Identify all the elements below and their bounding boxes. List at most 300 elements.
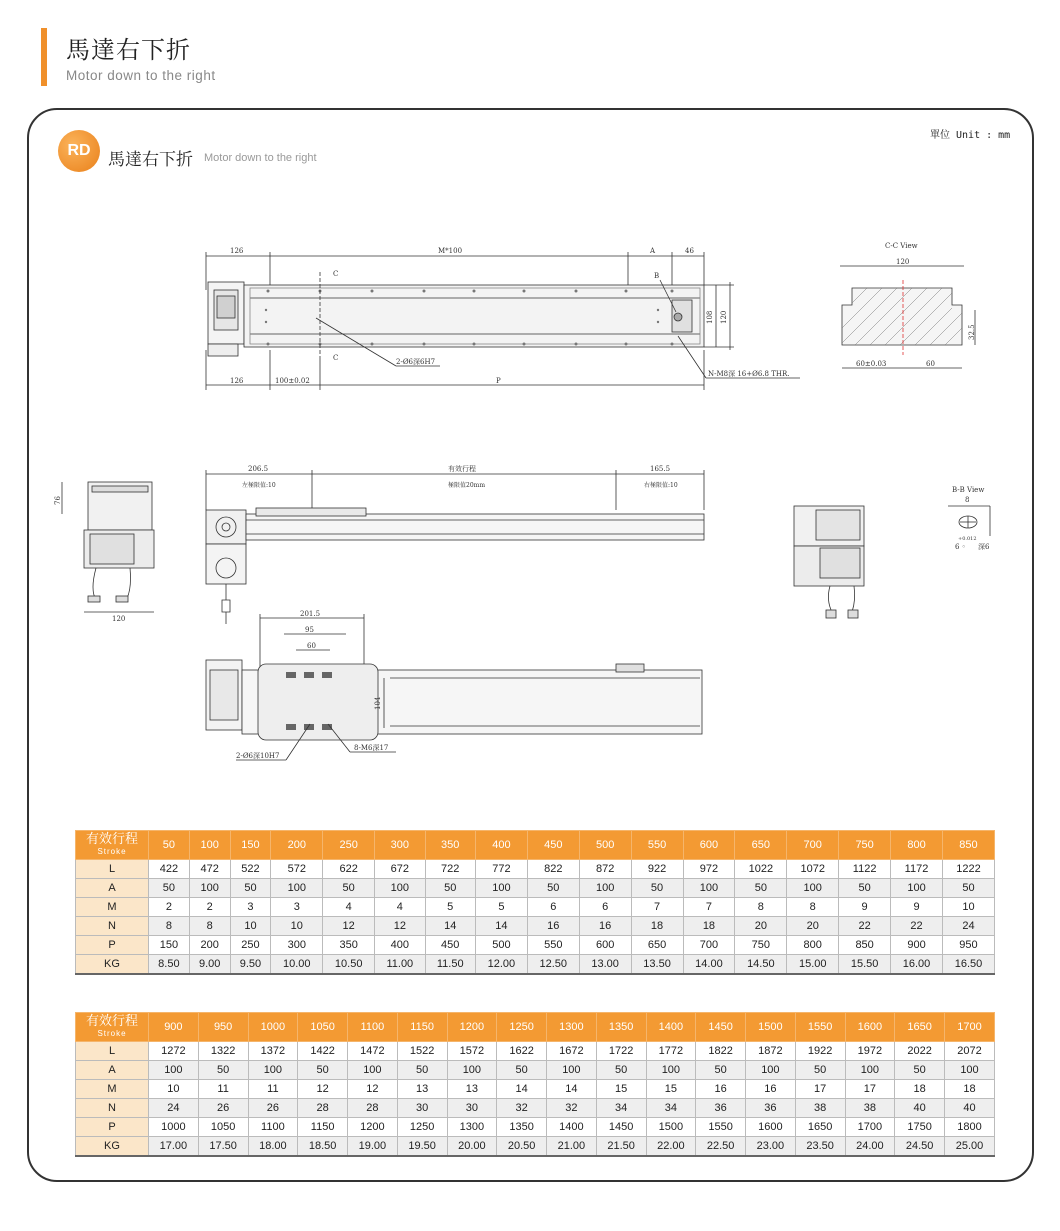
spec-cell: 50: [895, 1061, 945, 1080]
spec-cell: 13: [447, 1080, 497, 1099]
spec-cell: 16: [696, 1080, 746, 1099]
spec-cell: 1650: [795, 1118, 845, 1137]
spec-cell: 700: [683, 936, 735, 955]
stroke-value: 700: [787, 831, 839, 860]
stroke-value: 1650: [895, 1013, 945, 1042]
spec-cell: 1672: [547, 1042, 597, 1061]
spec-cell: 12: [375, 917, 425, 936]
spec-cell: 1872: [746, 1042, 796, 1061]
stroke-value: 1000: [248, 1013, 298, 1042]
spec-cell: 10: [230, 917, 271, 936]
spec-cell: 18.00: [248, 1137, 298, 1157]
spec-cell: 450: [425, 936, 475, 955]
spec-cell: 9.50: [230, 955, 271, 975]
label-c-bot: C: [333, 354, 339, 362]
spec-cell: 12.00: [475, 955, 527, 975]
spec-cell: 422: [149, 860, 190, 879]
bottom-view: [206, 610, 702, 760]
end-view: [54, 482, 154, 623]
spec-cell: 22: [839, 917, 891, 936]
spec-cell: 100: [149, 1061, 199, 1080]
spec-cell: 50: [198, 1061, 248, 1080]
spec-cell: 24.00: [845, 1137, 895, 1157]
spec-table-2: [75, 1012, 995, 1157]
spec-cell: 50: [298, 1061, 348, 1080]
spec-cell: 22.50: [696, 1137, 746, 1157]
spec-row-label: A: [76, 879, 149, 898]
spec-cell: 1072: [787, 860, 839, 879]
spec-cell: 100: [891, 879, 943, 898]
spec-cell: 36: [696, 1099, 746, 1118]
spec-cell: 4: [323, 898, 375, 917]
stroke-value: 250: [323, 831, 375, 860]
spec-cell: 2: [149, 898, 190, 917]
spec-cell: 17.50: [198, 1137, 248, 1157]
spec-row: [76, 879, 995, 898]
spec-cell: 30: [447, 1099, 497, 1118]
spec-cell: 23.00: [746, 1137, 796, 1157]
spec-cell: 16: [527, 917, 579, 936]
stroke-value: 200: [271, 831, 323, 860]
spec-cell: 6: [527, 898, 579, 917]
spec-cell: 14: [547, 1080, 597, 1099]
stroke-value: 350: [425, 831, 475, 860]
spec-row: [76, 898, 995, 917]
stroke-header-label: [76, 831, 149, 860]
spec-cell: 1172: [891, 860, 943, 879]
spec-cell: 12.50: [527, 955, 579, 975]
stroke-value: 1400: [646, 1013, 696, 1042]
spec-cell: 672: [375, 860, 425, 879]
spec-cell: 1322: [198, 1042, 248, 1061]
stroke-value: 550: [631, 831, 683, 860]
spec-cell: 800: [787, 936, 839, 955]
spec-cell: 100: [271, 879, 323, 898]
spec-cell: 8: [735, 898, 787, 917]
spec-cell: 1300: [447, 1118, 497, 1137]
spec-cell: 18: [631, 917, 683, 936]
stroke-value: 450: [527, 831, 579, 860]
spec-cell: 50: [497, 1061, 547, 1080]
bb-depth: 深6: [978, 543, 990, 551]
spec-cell: 1550: [696, 1118, 746, 1137]
spec-cell: 1472: [348, 1042, 398, 1061]
spec-cell: 1022: [735, 860, 787, 879]
cc-height: 32.5: [968, 324, 976, 340]
spec-row-label: L: [76, 860, 149, 879]
bottom-d1: 201.5: [300, 610, 321, 618]
spec-cell: 36: [746, 1099, 796, 1118]
spec-cell: 14: [475, 917, 527, 936]
stroke-value: 1150: [397, 1013, 447, 1042]
stroke-value: 100: [189, 831, 230, 860]
spec-cell: 25.00: [945, 1137, 995, 1157]
spec-cell: 2072: [945, 1042, 995, 1061]
spec-cell: 572: [271, 860, 323, 879]
spec-cell: 22: [891, 917, 943, 936]
spec-row-label: N: [76, 1099, 149, 1118]
spec-cell: 26: [198, 1099, 248, 1118]
bottom-h: 104: [374, 696, 382, 710]
dim-100-002: 100±0.02: [275, 377, 310, 385]
side-right-dim: 165.5: [650, 465, 671, 473]
spec-cell: 32: [547, 1099, 597, 1118]
spec-cell: 10: [149, 1080, 199, 1099]
stroke-value: 900: [149, 1013, 199, 1042]
spec-cell: 550: [527, 936, 579, 955]
side-mid-dim: 有效行程: [448, 465, 476, 473]
spec-cell: 1722: [596, 1042, 646, 1061]
spec-cell: 1750: [895, 1118, 945, 1137]
stroke-value: 1600: [845, 1013, 895, 1042]
spec-cell: 100: [248, 1061, 298, 1080]
bottom-d3: 60: [307, 642, 316, 650]
spec-cell: 200: [189, 936, 230, 955]
spec-cell: 822: [527, 860, 579, 879]
stroke-value: 1100: [348, 1013, 398, 1042]
spec-cell: 32: [497, 1099, 547, 1118]
spec-cell: 24: [149, 1099, 199, 1118]
spec-cell: 17.00: [149, 1137, 199, 1157]
spec-cell: 11: [198, 1080, 248, 1099]
spec-cell: 50: [942, 879, 994, 898]
stroke-value: 1550: [795, 1013, 845, 1042]
spec-cell: 1800: [945, 1118, 995, 1137]
spec-cell: 1600: [746, 1118, 796, 1137]
spec-cell: 50: [397, 1061, 447, 1080]
spec-cell: 18: [683, 917, 735, 936]
spec-cell: 20.00: [447, 1137, 497, 1157]
spec-cell: 1972: [845, 1042, 895, 1061]
spec-cell: 7: [683, 898, 735, 917]
cc-view-title: C-C View: [885, 242, 918, 250]
spec-cell: 13.50: [631, 955, 683, 975]
dim-126-top: 126: [230, 247, 244, 255]
spec-cell: 24: [942, 917, 994, 936]
spec-cell: 16: [746, 1080, 796, 1099]
spec-cell: 1100: [248, 1118, 298, 1137]
spec-cell: 8: [787, 898, 839, 917]
stroke-value: 1200: [447, 1013, 497, 1042]
spec-cell: 20.50: [497, 1137, 547, 1157]
spec-cell: 3: [271, 898, 323, 917]
spec-cell: 19.50: [397, 1137, 447, 1157]
stroke-label-en: Stroke: [97, 1029, 127, 1038]
side-left-note: 左極限值:10: [242, 482, 276, 489]
end-height: 76: [54, 496, 62, 505]
spec-cell: 1422: [298, 1042, 348, 1061]
stroke-label-en: Stroke: [97, 847, 127, 856]
spec-cell: 100: [683, 879, 735, 898]
bb-title: B-B View: [952, 486, 985, 494]
spec-cell: 8: [189, 917, 230, 936]
page-title: 馬達右下折: [66, 37, 191, 64]
spec-cell: 1150: [298, 1118, 348, 1137]
spec-cell: 40: [895, 1099, 945, 1118]
stroke-label-cn: 有效行程: [85, 831, 138, 846]
spec-row-label: A: [76, 1061, 149, 1080]
spec-row: [76, 1061, 995, 1080]
spec-row-label: KG: [76, 1137, 149, 1157]
spec-cell: 1622: [497, 1042, 547, 1061]
stroke-value: 850: [942, 831, 994, 860]
spec-cell: 20: [787, 917, 839, 936]
spec-cell: 8: [149, 917, 190, 936]
spec-row-label: M: [76, 898, 149, 917]
spec-cell: 21.00: [547, 1137, 597, 1157]
stroke-value: 950: [198, 1013, 248, 1042]
spec-row: [76, 860, 995, 879]
stroke-value: 1250: [497, 1013, 547, 1042]
cc-right: 60: [926, 360, 935, 368]
note-2-6-10h7: 2-Ø6深10H7: [236, 752, 280, 760]
spec-cell: 40: [945, 1099, 995, 1118]
spec-cell: 12: [298, 1080, 348, 1099]
spec-cell: 15.50: [839, 955, 891, 975]
spec-cell: 10.50: [323, 955, 375, 975]
spec-cell: 12: [348, 1080, 398, 1099]
spec-cell: 600: [579, 936, 631, 955]
spec-cell: 18.50: [298, 1137, 348, 1157]
spec-cell: 100: [787, 879, 839, 898]
spec-row-label: P: [76, 936, 149, 955]
label-b: B: [654, 272, 660, 280]
spec-table-1: [75, 830, 995, 975]
spec-row: [76, 917, 995, 936]
spec-cell: 1122: [839, 860, 891, 879]
top-view: [206, 247, 800, 390]
side-right-note: 右極限值:10: [644, 482, 678, 489]
spec-cell: 50: [323, 879, 375, 898]
spec-row: [76, 1042, 995, 1061]
cc-view: [840, 242, 976, 368]
spec-cell: 350: [323, 936, 375, 955]
stroke-value: 1050: [298, 1013, 348, 1042]
stroke-value: 1300: [547, 1013, 597, 1042]
note-thread: N-M8深 16+Ø6.8 THR.: [708, 370, 790, 378]
spec-cell: 100: [447, 1061, 497, 1080]
spec-cell: 100: [945, 1061, 995, 1080]
stroke-value: 600: [683, 831, 735, 860]
spec-row: [76, 1118, 995, 1137]
spec-cell: 1222: [942, 860, 994, 879]
stroke-value: 150: [230, 831, 271, 860]
spec-cell: 150: [149, 936, 190, 955]
spec-cell: 2022: [895, 1042, 945, 1061]
spec-cell: 500: [475, 936, 527, 955]
label-c-top: C: [333, 270, 339, 278]
spec-cell: 6: [579, 898, 631, 917]
spec-cell: 11: [248, 1080, 298, 1099]
spec-cell: 50: [596, 1061, 646, 1080]
spec-cell: 1572: [447, 1042, 497, 1061]
spec-cell: 50: [839, 879, 891, 898]
bb-view: [948, 486, 990, 551]
spec-cell: 1772: [646, 1042, 696, 1061]
spec-cell: 5: [425, 898, 475, 917]
spec-cell: 20: [735, 917, 787, 936]
spec-cell: 10.00: [271, 955, 323, 975]
stroke-value: 50: [149, 831, 190, 860]
spec-cell: 250: [230, 936, 271, 955]
spec-cell: 100: [189, 879, 230, 898]
spec-cell: 3: [230, 898, 271, 917]
spec-cell: 5: [475, 898, 527, 917]
spec-cell: 34: [596, 1099, 646, 1118]
spec-cell: 21.50: [596, 1137, 646, 1157]
spec-cell: 472: [189, 860, 230, 879]
spec-cell: 15.00: [787, 955, 839, 975]
spec-cell: 1350: [497, 1118, 547, 1137]
stroke-value: 500: [579, 831, 631, 860]
stroke-header-row: [76, 1013, 995, 1042]
spec-cell: 750: [735, 936, 787, 955]
spec-cell: 14.00: [683, 955, 735, 975]
spec-cell: 11.50: [425, 955, 475, 975]
stroke-header-label: [76, 1013, 149, 1042]
spec-cell: 922: [631, 860, 683, 879]
spec-cell: 100: [375, 879, 425, 898]
spec-row: [76, 1080, 995, 1099]
spec-cell: 19.00: [348, 1137, 398, 1157]
spec-cell: 11.00: [375, 955, 425, 975]
spec-cell: 772: [475, 860, 527, 879]
spec-cell: 1700: [845, 1118, 895, 1137]
note-2-6-hole: 2-Ø6深6H7: [396, 358, 436, 366]
spec-cell: 50: [230, 879, 271, 898]
note-8-m6: 8-M6深17: [354, 744, 389, 752]
spec-cell: 50: [149, 879, 190, 898]
spec-cell: 14.50: [735, 955, 787, 975]
spec-cell: 17: [795, 1080, 845, 1099]
spec-cell: 1050: [198, 1118, 248, 1137]
dim-108: 108: [706, 310, 714, 324]
spec-cell: 1450: [596, 1118, 646, 1137]
spec-row-label: M: [76, 1080, 149, 1099]
panel-title: 馬達右下折: [108, 150, 193, 169]
spec-cell: 50: [696, 1061, 746, 1080]
spec-cell: 950: [942, 936, 994, 955]
spec-cell: 28: [298, 1099, 348, 1118]
spec-row: [76, 1099, 995, 1118]
spec-cell: 9.00: [189, 955, 230, 975]
spec-cell: 4: [375, 898, 425, 917]
spec-cell: 722: [425, 860, 475, 879]
side-left-dim: 206.5: [248, 465, 269, 473]
spec-cell: 972: [683, 860, 735, 879]
spec-cell: 16.50: [942, 955, 994, 975]
spec-row-label: KG: [76, 955, 149, 975]
spec-cell: 30: [397, 1099, 447, 1118]
spec-row: [76, 1137, 995, 1157]
spec-cell: 522: [230, 860, 271, 879]
spec-cell: 13.00: [579, 955, 631, 975]
spec-cell: 100: [845, 1061, 895, 1080]
spec-cell: 400: [375, 936, 425, 955]
stroke-value: 750: [839, 831, 891, 860]
spec-cell: 1500: [646, 1118, 696, 1137]
end-view-right: [794, 506, 864, 618]
bb-top: 8: [965, 496, 970, 504]
spec-cell: 1400: [547, 1118, 597, 1137]
stroke-label-cn: 有效行程: [85, 1013, 138, 1028]
spec-cell: 22.00: [646, 1137, 696, 1157]
spec-cell: 1272: [149, 1042, 199, 1061]
spec-cell: 872: [579, 860, 631, 879]
dim-126-bottom: 126: [230, 377, 244, 385]
spec-cell: 1822: [696, 1042, 746, 1061]
stroke-value: 800: [891, 831, 943, 860]
unit-label: 單位 Unit : mm: [930, 130, 1011, 141]
spec-cell: 8.50: [149, 955, 190, 975]
spec-row: [76, 955, 995, 975]
spec-cell: 14: [425, 917, 475, 936]
spec-cell: 50: [425, 879, 475, 898]
spec-row-label: P: [76, 1118, 149, 1137]
spec-cell: 1522: [397, 1042, 447, 1061]
spec-cell: 10: [942, 898, 994, 917]
spec-cell: 9: [839, 898, 891, 917]
spec-cell: 16: [579, 917, 631, 936]
spec-cell: 2: [189, 898, 230, 917]
stroke-value: 650: [735, 831, 787, 860]
spec-cell: 17: [845, 1080, 895, 1099]
spec-row-label: L: [76, 1042, 149, 1061]
cc-width: 120: [896, 258, 910, 266]
spec-cell: 14: [497, 1080, 547, 1099]
end-width: 120: [112, 615, 126, 623]
cc-left: 60±0.03: [856, 360, 887, 368]
side-mid-note: 極限值20mm: [448, 482, 486, 489]
spec-cell: 622: [323, 860, 375, 879]
page-subtitle: Motor down to the right: [66, 68, 216, 83]
spec-cell: 38: [795, 1099, 845, 1118]
spec-cell: 38: [845, 1099, 895, 1118]
spec-cell: 650: [631, 936, 683, 955]
dim-a: A: [650, 247, 656, 255]
dim-120: 120: [720, 310, 728, 324]
stroke-value: 1350: [596, 1013, 646, 1042]
spec-cell: 26: [248, 1099, 298, 1118]
spec-row: [76, 936, 995, 955]
spec-cell: 13: [397, 1080, 447, 1099]
side-view: [206, 464, 704, 624]
spec-cell: 10: [271, 917, 323, 936]
spec-cell: 850: [839, 936, 891, 955]
stroke-header-row: [76, 831, 995, 860]
spec-cell: 28: [348, 1099, 398, 1118]
stroke-value: 300: [375, 831, 425, 860]
panel-subtitle: Motor down to the right: [204, 152, 317, 164]
spec-cell: 50: [795, 1061, 845, 1080]
spec-cell: 50: [631, 879, 683, 898]
spec-cell: 900: [891, 936, 943, 955]
spec-cell: 300: [271, 936, 323, 955]
spec-cell: 15: [596, 1080, 646, 1099]
spec-cell: 50: [735, 879, 787, 898]
spec-cell: 24.50: [895, 1137, 945, 1157]
spec-cell: 16.00: [891, 955, 943, 975]
spec-cell: 18: [945, 1080, 995, 1099]
dim-46: 46: [685, 247, 694, 255]
spec-cell: 18: [895, 1080, 945, 1099]
bb-tol: +0.012: [958, 536, 977, 542]
spec-cell: 100: [547, 1061, 597, 1080]
spec-cell: 100: [646, 1061, 696, 1080]
spec-cell: 100: [348, 1061, 398, 1080]
stroke-value: 1500: [746, 1013, 796, 1042]
spec-cell: 1250: [397, 1118, 447, 1137]
